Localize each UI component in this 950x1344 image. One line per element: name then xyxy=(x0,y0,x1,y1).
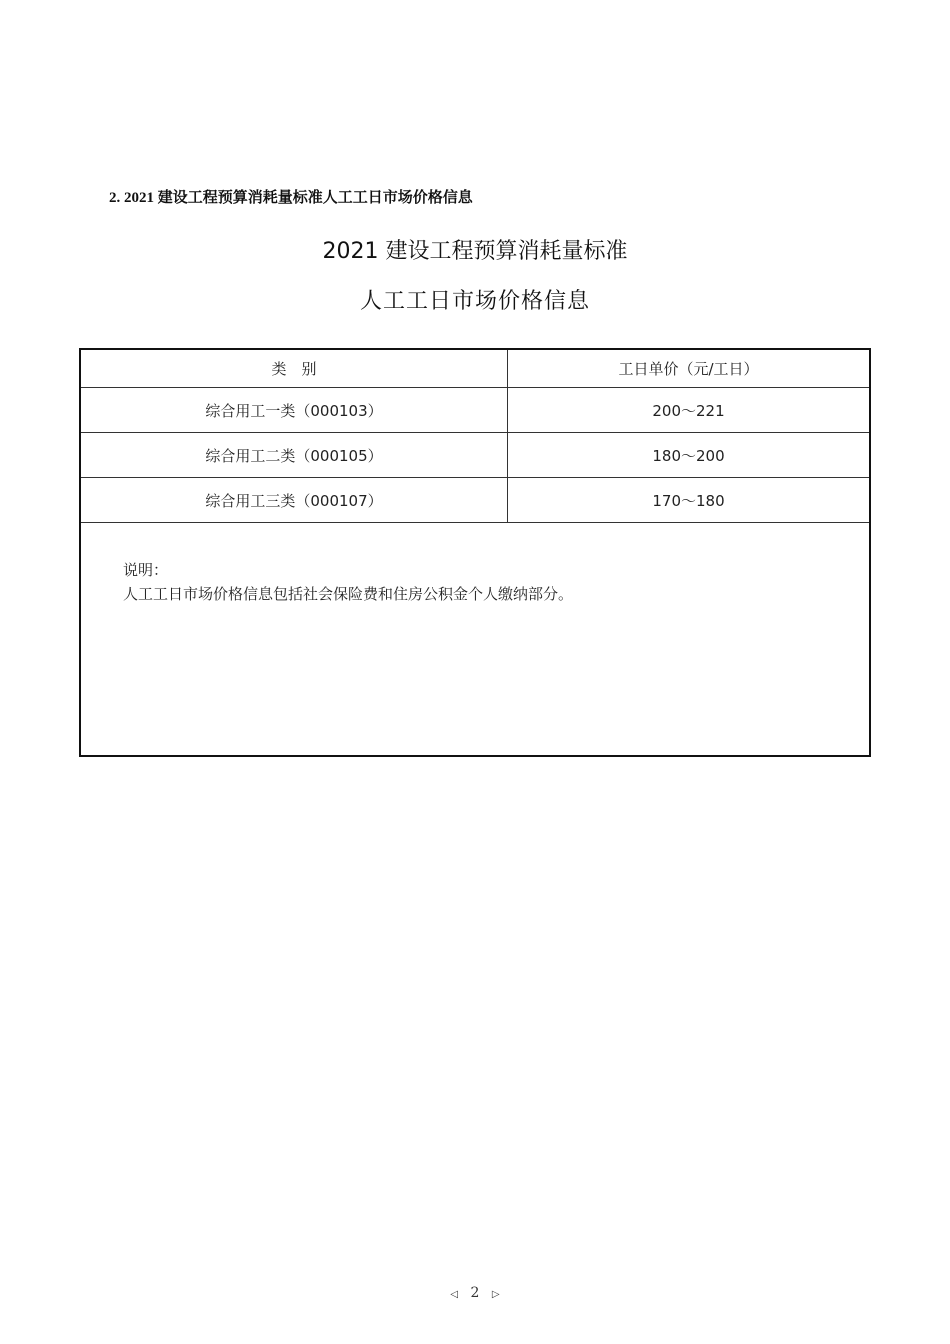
header-category: 类 别 xyxy=(81,350,508,388)
table-row xyxy=(81,433,869,478)
cell-category: 综合用工三类（000107） xyxy=(81,478,508,523)
page-footer xyxy=(0,1285,950,1301)
table-row xyxy=(81,478,869,523)
note-text: 人工工日市场价格信息包括社会保险费和住房公积金个人缴纳部分。 xyxy=(123,585,574,603)
document-title-line1: 2021 建设工程预算消耗量标准 xyxy=(322,239,628,264)
cell-price: 170～180 xyxy=(508,478,870,523)
table-row xyxy=(81,388,869,433)
price-table xyxy=(81,350,869,523)
cell-category: 综合用工二类（000105） xyxy=(81,433,508,478)
cell-category: 综合用工一类（000103） xyxy=(81,388,508,433)
cell-price: 180～200 xyxy=(508,433,870,478)
header-unit-price: 工日单价（元/工日） xyxy=(508,350,870,388)
page-number: 2 xyxy=(470,1285,480,1301)
section-heading: 2. 2021 建设工程预算消耗量标准人工工日市场价格信息 xyxy=(109,190,473,206)
note-block xyxy=(123,558,573,606)
table-header-row xyxy=(81,350,869,388)
price-table-box xyxy=(79,348,871,757)
prev-triangle-icon: ◁ xyxy=(450,1289,459,1300)
note-label: 说明： xyxy=(123,561,169,579)
cell-price: 200～221 xyxy=(508,388,870,433)
document-title-line2: 人工工日市场价格信息 xyxy=(359,289,590,314)
next-triangle-icon: ▷ xyxy=(491,1289,500,1300)
